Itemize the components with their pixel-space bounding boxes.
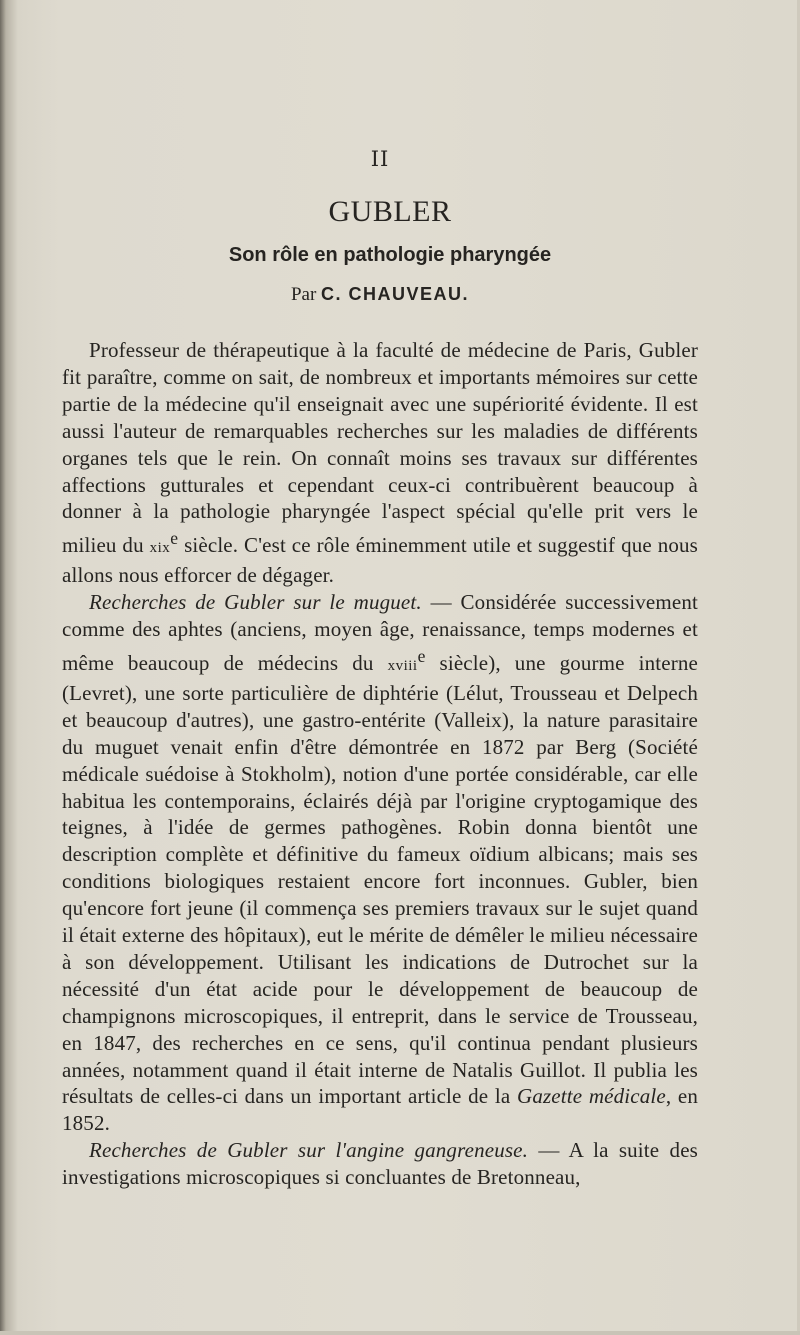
page-edge-bottom [0, 1331, 800, 1335]
century-superscript: e [170, 528, 179, 549]
paragraph-1-end: siècle. C'est ce rôle éminemment utile et suggestif que nous allons nous efforcer de dégager. [62, 533, 698, 588]
paragraph-1 [62, 337, 698, 589]
article-subtitle: Son rôle en pathologie pharyngée [228, 244, 552, 266]
article-title: GUBLER [328, 195, 452, 228]
byline-prefix: Par [290, 284, 317, 305]
century-roman-numeral: xix [149, 540, 171, 557]
century-superscript: e [417, 645, 426, 666]
paragraph-3 [62, 1137, 698, 1191]
chapter-number: II [370, 147, 390, 171]
paragraph-2 [62, 589, 698, 1137]
journal-title: Gazette médicale [517, 1084, 666, 1109]
byline-author: C. CHAUVEAU. [321, 284, 470, 304]
paragraph-2-text-a: — Considérée successivement comme des aphtes (anciens, moyen âge, renaissance, temps modernes et même beaucoup de médecins du [62, 590, 698, 675]
paragraph-1-text: Professeur de thérapeutique à la faculté de médecine de Paris, Gubler fit paraître, comme on sait, de nombreux et importants mémoires sur cette partie de la médecine qu'il enseignait avec une supériorité évidente. Il est aussi l'auteur de remarquables recherches sur les maladies de différents organes tels que le rein. On connaît moins ses travaux sur différentes affections gutturales et cependant ceux-ci contribuèrent beaucoup à donner à la pathologie pharyngée l'aspect spécial qu'elle prit vers le milieu du [62, 338, 698, 558]
section-heading-angine: Recherches de Gubler sur l'angine gangreneuse. [89, 1138, 529, 1163]
paragraph-2-end: , en 1852. [62, 1084, 699, 1136]
paragraph-3-text-a: — A la suite des investigations microscopiques si concluantes de Bretonneau, [62, 1138, 698, 1190]
body-text [62, 337, 698, 1191]
century-roman-numeral: xviii [387, 657, 418, 674]
paragraph-2-text-b: siècle), une gourme interne (Levret), une sorte particulière de diphtérie (Lélut, Trousseau et Delpech et beaucoup d'autres), une gastro-entérite (Valleix), la nature parasitaire du muguet venait enfin d'être démontrée en 1872 par Berg (Société médicale suédoise à Stokholm), notion d'une portée considérable, car elle habitua les contemporains, éclairés déjà par l'origine cryptogamique des teignes, à l'idée de germes pathogènes. Robin donna bientôt une description complète et définitive du fameux oïdium albicans; mais ses conditions biologiques restaient encore fort inconnues. Gubler, bien qu'encore fort jeune (il commença ses premiers travaux sur le sujet quand il était externe des hôpitaux), eut le mérite de démêler le milieu nécessaire à son développement. Utilisant les indications de Dutrochet sur la nécessité d'un état acide pour le développement de beaucoup de champignons microscopiques, il entreprit, dans le service de Trousseau, en 1847, des recherches en ce sens, qu'il continua pendant plusieurs années, notamment quand il était interne de Natalis Guillot. Il publia les résultats de celles-ci dans un important article de la [62, 650, 698, 1109]
section-heading-muguet: Recherches de Gubler sur le muguet. [89, 590, 422, 615]
byline [0, 284, 760, 306]
